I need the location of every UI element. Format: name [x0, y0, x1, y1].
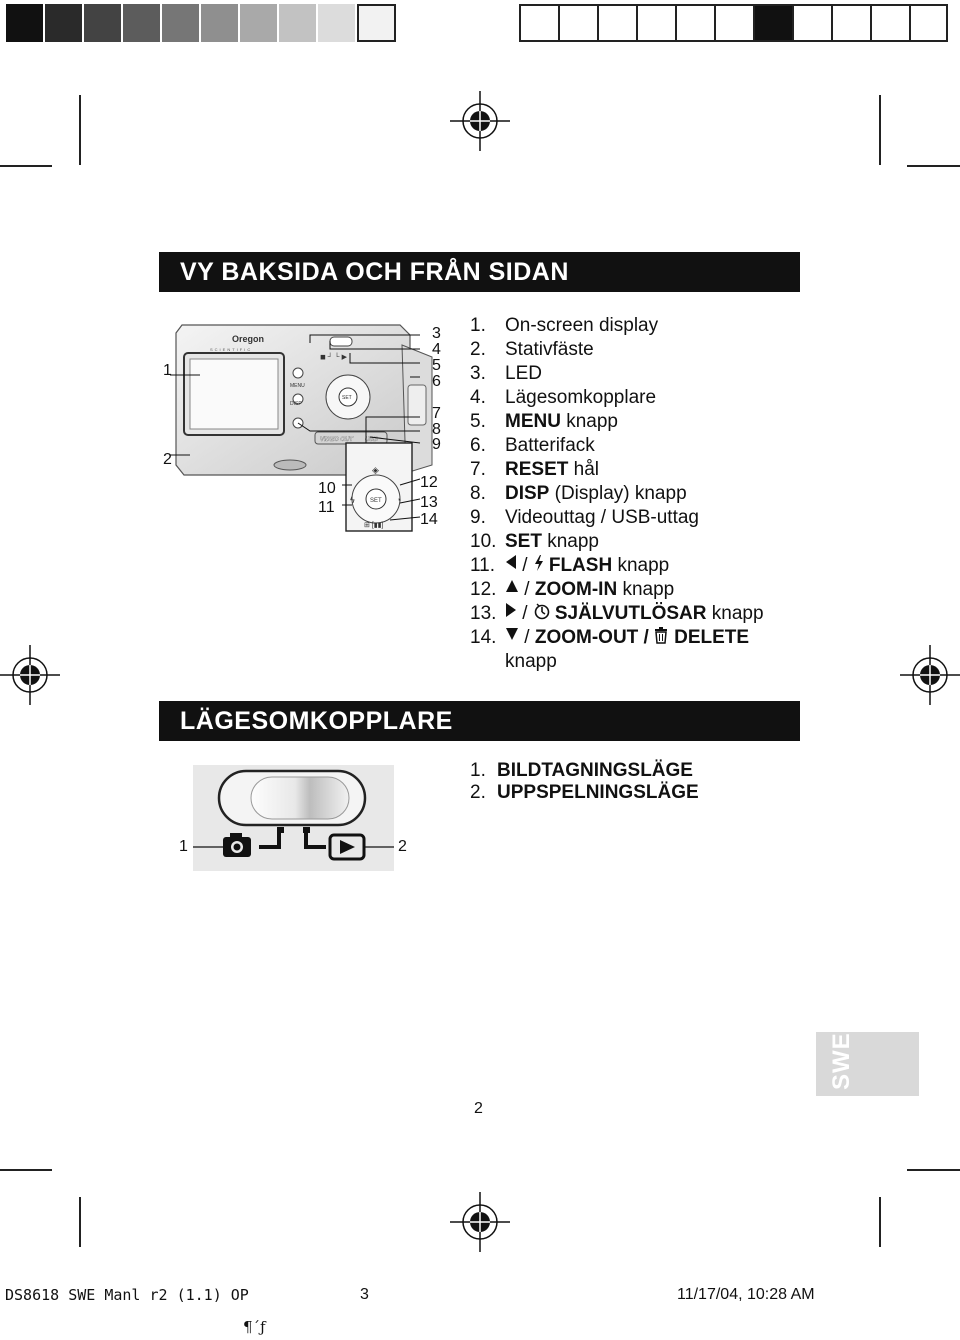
camera-label-disp: DISP [290, 401, 302, 407]
footer-glyphs: ¶´ƒ [243, 1318, 266, 1336]
svg-text:SET: SET [370, 498, 382, 504]
list-item: 11. / FLASH knapp [470, 555, 670, 576]
color-swatch [675, 4, 714, 42]
list-item: 3. LED [470, 363, 542, 384]
registration-mark [0, 645, 60, 705]
mode-switch-list [470, 760, 699, 804]
list-item: 9. Videouttag / USB-uttag [470, 507, 699, 528]
registration-mark [450, 91, 510, 151]
color-bar-left [6, 4, 396, 42]
list-item: 8. DISP (Display) knapp [470, 483, 687, 504]
color-swatch [909, 4, 948, 42]
list-item: 6. Batterifack [470, 435, 595, 456]
callout-photo-mode: 1 [179, 838, 188, 855]
svg-text:ϟ: ϟ [350, 495, 355, 505]
list-item: 1. BILDTAGNINGSLÄGE [470, 760, 693, 781]
list-item: 2. Stativfäste [470, 339, 594, 360]
trim-mark [907, 165, 960, 167]
list-item: 5. MENU knapp [470, 411, 618, 432]
callout-14: 14 [420, 511, 438, 528]
trim-mark [879, 1197, 881, 1247]
footer-datetime: 11/17/04, 10:28 AM [677, 1286, 815, 1303]
registration-mark [450, 1192, 510, 1252]
language-tab [816, 1032, 919, 1096]
color-swatch [753, 4, 792, 42]
color-bar-right [519, 4, 948, 42]
list-item: 2. UPPSPELNINGSLÄGE [470, 782, 699, 803]
list-item: 4. Lägesomkopplare [470, 387, 657, 408]
list-item: 14. / ZOOM-OUT / DELETE [470, 627, 750, 648]
trim-mark [79, 95, 81, 165]
trim-mark [0, 1169, 52, 1171]
color-swatch [240, 4, 279, 42]
camera-label-set: SET [342, 395, 352, 401]
trim-mark [879, 95, 881, 165]
camera-rear-illustration [170, 315, 450, 540]
color-swatch [714, 4, 753, 42]
callout-10: 10 [318, 480, 336, 497]
callout-11: 11 [318, 499, 335, 516]
right-arrow-icon [505, 602, 517, 618]
callout-4: 4 [432, 341, 441, 358]
registration-mark [900, 645, 960, 705]
camera-brand-sub: SCIENTIFIC [210, 347, 253, 352]
color-swatch [357, 4, 396, 42]
page-number: 2 [474, 1100, 483, 1117]
color-swatch [6, 4, 45, 42]
color-swatch [792, 4, 831, 42]
language-tab-label: SWE [828, 1032, 855, 1090]
list-item: 1. On-screen display [470, 315, 659, 336]
color-swatch [45, 4, 84, 42]
left-arrow-icon [505, 554, 517, 570]
list-item: 10. SET knapp [470, 531, 599, 552]
list-item: 12. / ZOOM-IN knapp [470, 579, 675, 600]
callout-5: 5 [432, 357, 441, 374]
flash-icon [533, 554, 545, 572]
callout-9: 9 [432, 436, 441, 453]
callout-3: 3 [432, 325, 441, 342]
camera-brand-logo: Oregon [232, 334, 265, 344]
camera-label-usb: USB [365, 437, 378, 443]
camera-label-menu: MENU [290, 383, 305, 389]
list-item: 7. RESET hål [470, 459, 599, 480]
trim-mark [0, 165, 52, 167]
color-swatch [597, 4, 636, 42]
footer-filename: DS8618 SWE Manl r2 (1.1) OP [5, 1286, 249, 1304]
rear-view-parts-list [470, 314, 764, 674]
svg-text:◼ ┘ └ ▶: ◼ ┘ └ ▶ [320, 354, 347, 361]
section-title-rear-view: VY BAKSIDA OCH FRÅN SIDAN [159, 252, 800, 292]
list-item: 13. / SJÄLVUTLÖSAR knapp [470, 603, 764, 624]
callout-playback-mode: 2 [398, 838, 407, 855]
color-swatch [201, 4, 240, 42]
list-item-continuation: knapp [505, 651, 557, 672]
callout-7: 7 [432, 405, 441, 422]
trim-mark [907, 1169, 960, 1171]
color-swatch [558, 4, 597, 42]
color-swatch [636, 4, 675, 42]
callout-6: 6 [432, 373, 441, 390]
callout-8: 8 [432, 421, 441, 438]
color-swatch [84, 4, 123, 42]
section-title-mode-switch: LÄGESOMKOPPLARE [159, 701, 800, 741]
color-swatch [162, 4, 201, 42]
self-timer-icon [533, 602, 551, 620]
color-swatch [831, 4, 870, 42]
callout-1: 1 [163, 362, 172, 379]
color-swatch [123, 4, 162, 42]
callout-12: 12 [420, 474, 438, 491]
footer-page: 3 [360, 1286, 369, 1303]
svg-text:◈: ◈ [372, 465, 379, 475]
mode-switch-illustration [193, 765, 394, 871]
callout-2: 2 [163, 451, 172, 468]
up-arrow-icon [505, 578, 519, 594]
color-swatch [318, 4, 357, 42]
color-swatch [279, 4, 318, 42]
down-arrow-icon [505, 626, 519, 642]
svg-text:⊞ [▮▮]: ⊞ [▮▮] [364, 522, 384, 529]
svg-text:◔: ◔ [396, 495, 402, 505]
trim-mark [79, 1197, 81, 1247]
color-swatch [870, 4, 909, 42]
color-swatch [519, 4, 558, 42]
callout-13: 13 [420, 494, 438, 511]
camera-label-video-out: VIDEO OUT [320, 437, 354, 443]
trash-icon [653, 626, 669, 644]
